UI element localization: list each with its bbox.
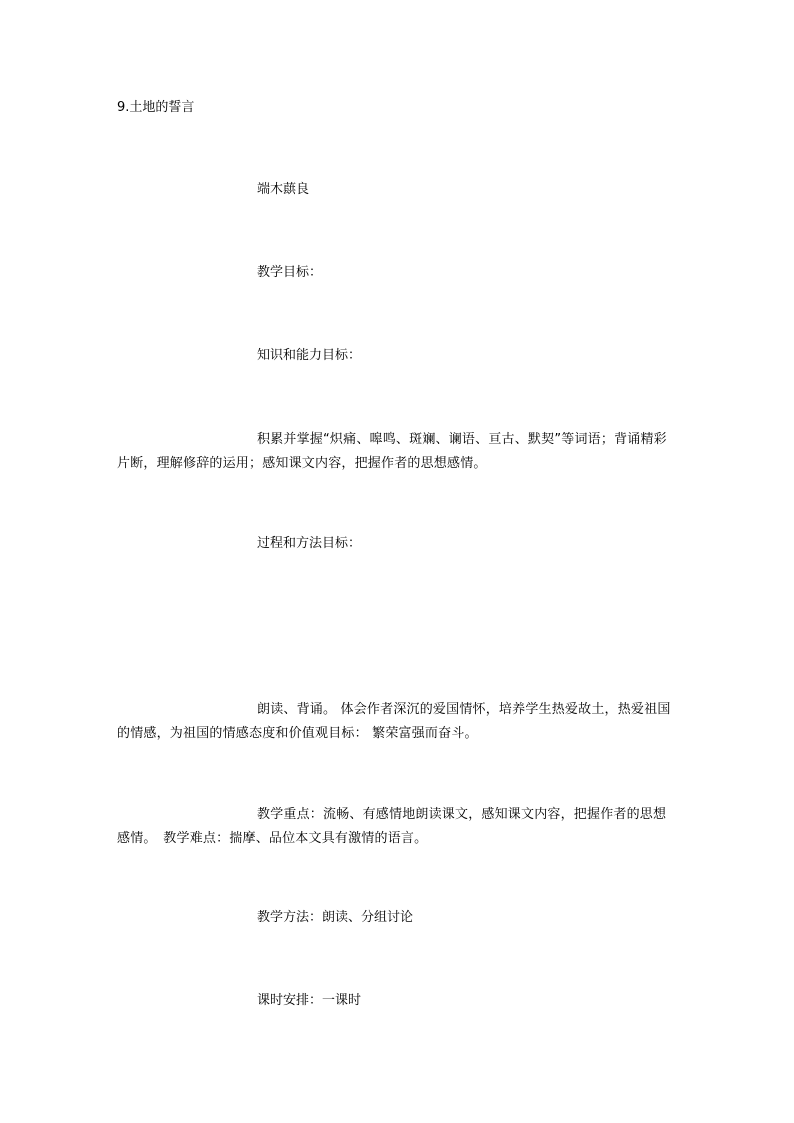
teaching-method: 教学方法：朗读、分组讨论 <box>257 910 414 925</box>
knowledge-paragraph: 积累并掌握“炽痛、嗥鸣、斑斓、谰语、亘古、默契”等词语；背诵精彩片断，理解修辞的运用；感知课文内容，把握作者的思想感情。 <box>117 432 667 471</box>
knowledge-heading: 知识和能力目标： <box>257 348 362 363</box>
class-schedule: 课时安排：一课时 <box>257 993 362 1008</box>
process-paragraph: 朗读、背诵。 体会作者深沉的爱国情怀，培养学生热爱故土，热爱祖国的情感，为祖国的情感态度和价值观目标： 繁荣富强而奋斗。 <box>117 702 671 741</box>
author-name: 端木蕻良 <box>257 182 310 197</box>
objectives-heading: 教学目标： <box>257 265 323 280</box>
document-title: 9.土地的誓言 <box>117 100 195 115</box>
process-heading: 过程和方法目标： <box>257 536 362 551</box>
key-points-paragraph: 教学重点：流畅、有感情地朗读课文，感知课文内容，把握作者的思想感情。 教学难点：揣摩、品位本文具有激情的语言。 <box>117 807 667 846</box>
